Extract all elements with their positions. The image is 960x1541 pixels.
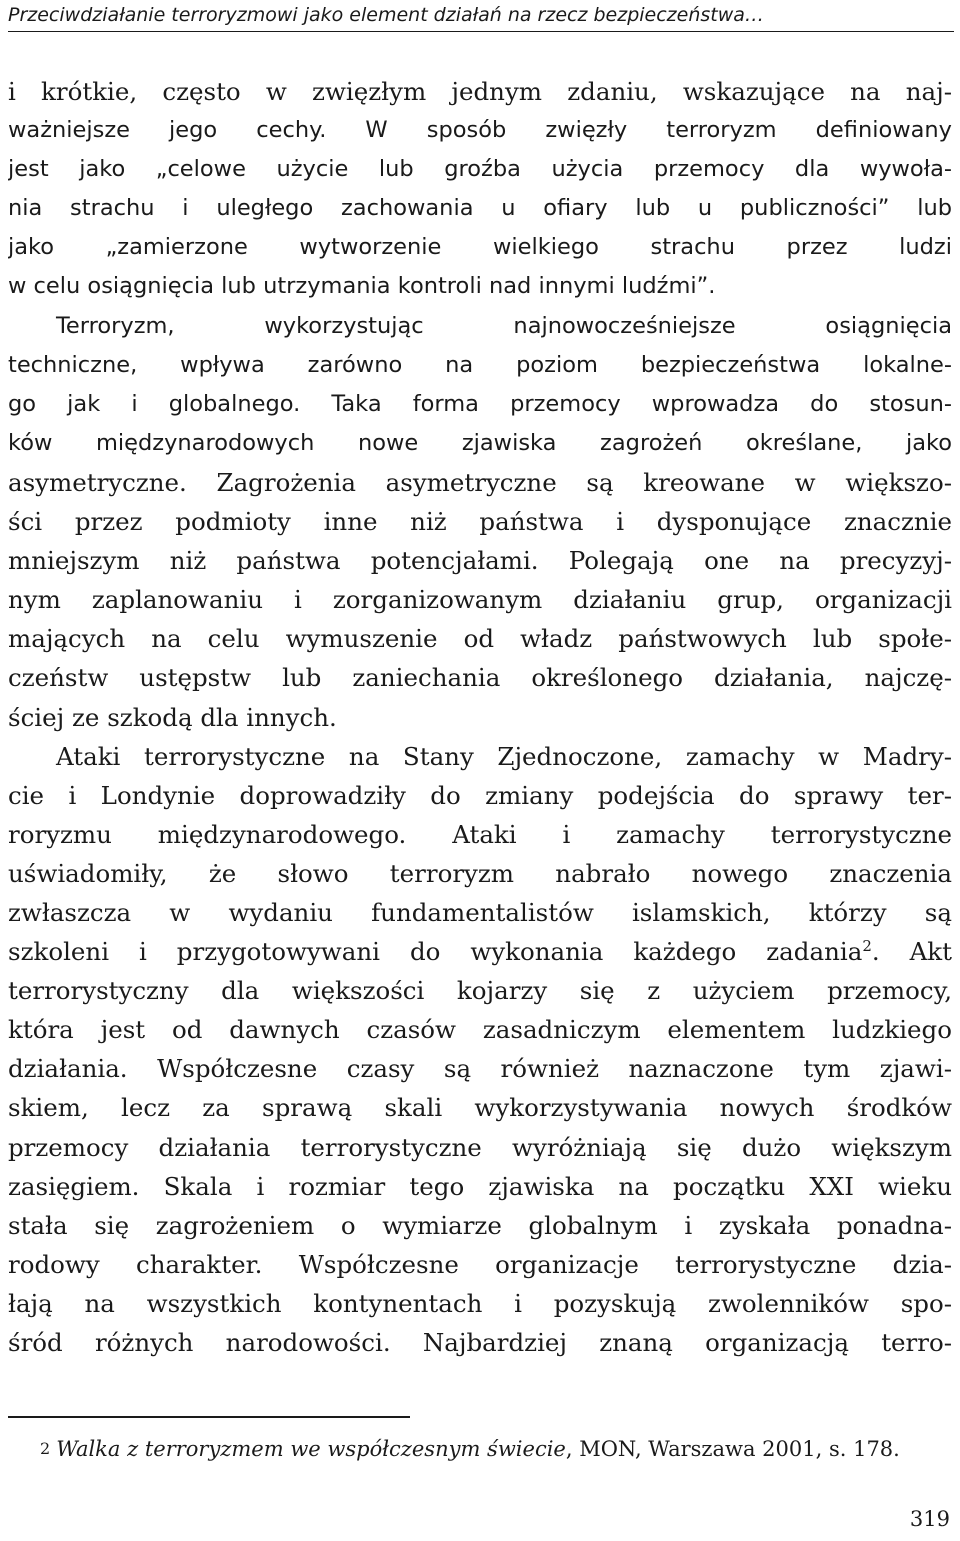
text-line: przemocy działania terrorystyczne wyróżniają się dużo większym: [8, 1132, 952, 1162]
footnote-citation: , MON, Warszawa 2001, s. 178.: [565, 1437, 900, 1461]
footnote-number: 2: [40, 1439, 51, 1458]
text-line: asymetryczne. Zagrożenia asymetryczne są kreowane w większo-: [8, 467, 952, 497]
text-line: roryzmu międzynarodowego. Ataki i zamachy terrorystyczne: [8, 819, 952, 849]
text-line: Ataki terrorystyczne na Stany Zjednoczone, zamachy w Madry-: [56, 741, 952, 771]
text-line: czeństw ustępstw lub zaniechania określonego działania, najczę-: [8, 663, 952, 693]
text-line: cie i Londynie doprowadziły do zmiany podejścia do sprawy ter-: [8, 780, 952, 810]
text-line-with-reference: [8, 932, 952, 971]
text-line: nym zaplanowaniu i zorganizowanym działaniu grup, organizacji: [8, 585, 952, 615]
text-line: jest jako „celowe użycie lub groźba użycia przemocy dla wywoła-: [8, 156, 952, 183]
running-title: Przeciwdziałanie terroryzmowi jako element działań na rzecz bezpieczeństwa…: [8, 4, 764, 26]
text-line-segment: szkoleni i przygotowywani do wykonania każdego zadania: [8, 937, 863, 967]
text-line: techniczne, wpływa zarówno na poziom bezpieczeństwa lokalne-: [8, 351, 952, 378]
text-line: terrorystyczny dla większości kojarzy się z użyciem przemocy,: [8, 976, 952, 1006]
footnote-title: Walka z terroryzmem we współczesnym świecie: [56, 1437, 566, 1461]
text-line-segment: . Akt: [871, 937, 952, 967]
body-text: [8, 72, 952, 1362]
text-line: stała się zagrożeniem o wymiarze globalnym i zyskała ponadna-: [8, 1210, 952, 1240]
footnote-divider: [8, 1416, 410, 1418]
text-line: ści przez podmioty inne niż państwa i dysponujące znacznie: [8, 507, 952, 537]
text-line: Terroryzm, wykorzystując najnowocześniejsze osiągnięcia: [56, 312, 952, 339]
footnote: [40, 1434, 950, 1464]
running-header: [8, 2, 954, 32]
text-line: nia strachu i uległego zachowania u ofiary lub u publiczności” lub: [8, 195, 952, 222]
text-line: i krótkie, często w zwięzłym jednym zdaniu, wskazujące na naj-: [8, 77, 952, 106]
text-line: która jest od dawnych czasów zasadniczym elementem ludzkiego: [8, 1015, 952, 1045]
page-number: 319: [909, 1507, 950, 1531]
text-line: rodowy charakter. Współczesne organizacje terrorystyczne dzia-: [8, 1249, 952, 1279]
text-line: skiem, lecz za sprawą skali wykorzystywania nowych środków: [8, 1093, 952, 1123]
text-line: ków międzynarodowych nowe zjawiska zagrożeń określane, jako: [8, 429, 952, 456]
text-line: ściej ze szkodą dla innych.: [8, 702, 337, 732]
text-line: zasięgiem. Skala i rozmiar tego zjawiska na początku XXI wieku: [8, 1171, 952, 1201]
text-line: ważniejsze jego cechy. W sposób zwięzły terroryzm definiowany: [8, 117, 952, 144]
text-line: go jak i globalnego. Taka forma przemocy wprowadza do stosun-: [8, 390, 952, 417]
text-line: w celu osiągnięcia lub utrzymania kontroli nad innymi ludźmi”.: [8, 273, 716, 300]
text-line: łają na wszystkich kontynentach i pozyskują zwolenników spo-: [8, 1288, 952, 1318]
text-line: jako „zamierzone wytworzenie wielkiego strachu przez ludzi: [8, 234, 952, 261]
text-line: zwłaszcza w wydaniu fundamentalistów islamskich, którzy są: [8, 897, 952, 927]
text-line: uświadomiły, że słowo terroryzm nabrało nowego znaczenia: [8, 858, 952, 888]
text-line: działania. Współczesne czasy są również naznaczone tym zjawi-: [8, 1054, 952, 1084]
text-line: mniejszym niż państwa potencjałami. Polegają one na precyzyj-: [8, 546, 952, 576]
text-line: mających na celu wymuszenie od władz państwowych lub społe-: [8, 624, 952, 654]
footnote-reference: 2: [862, 937, 872, 956]
text-line: śród różnych narodowości. Najbardziej znaną organizacją terro-: [8, 1328, 952, 1357]
